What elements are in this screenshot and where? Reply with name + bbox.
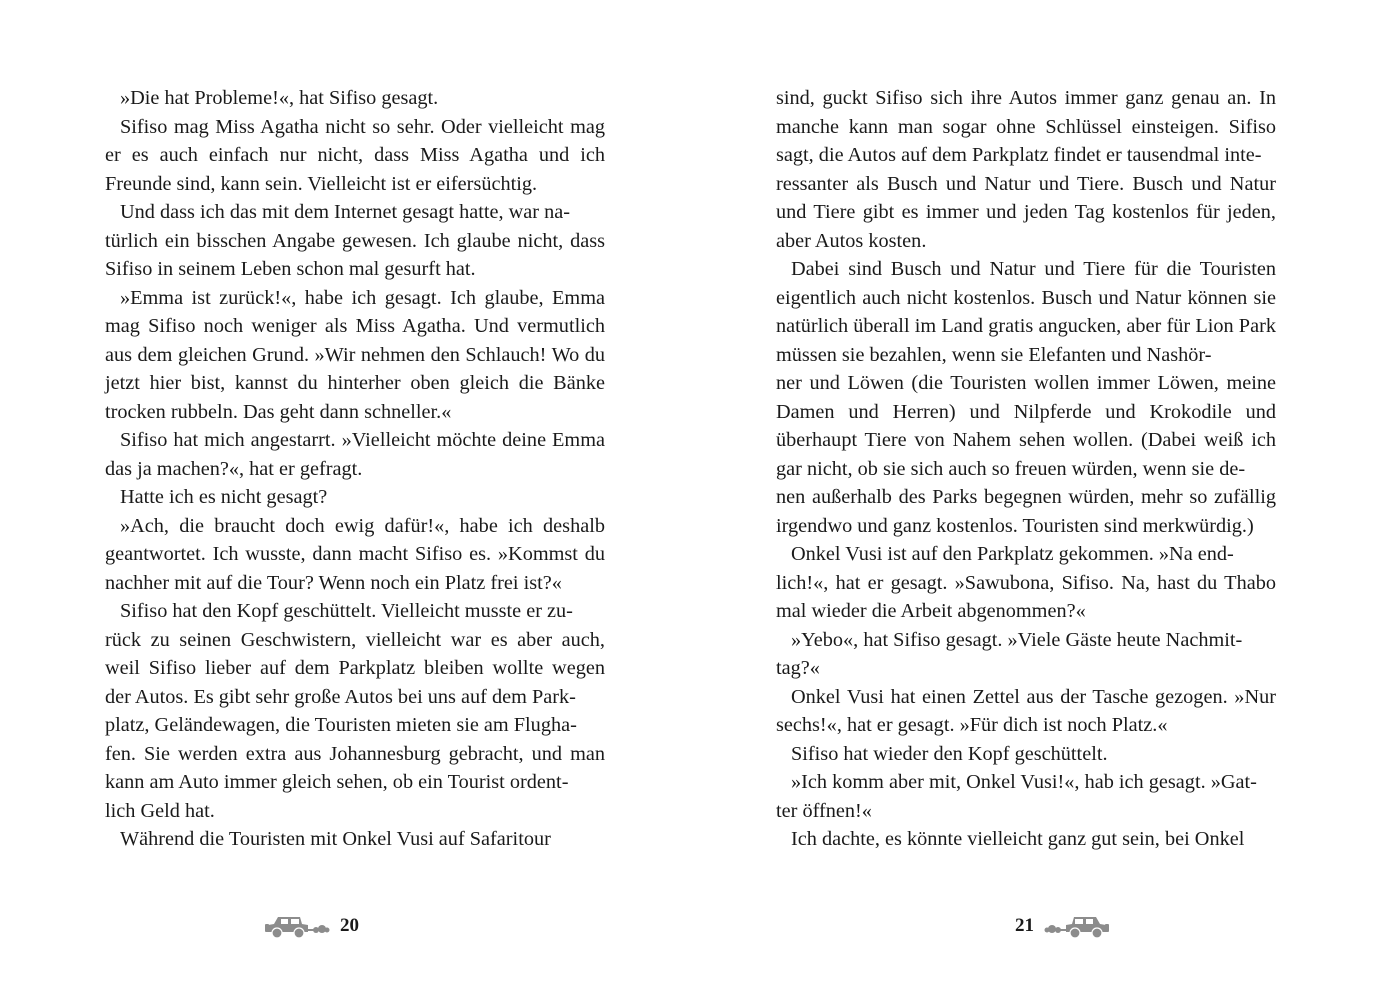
left-page-footer [264, 906, 359, 946]
page-number: 20 [340, 915, 359, 936]
paragraph: »Ach, die braucht doch ewig dafür!«, habe ich deshalb geantwortet. Ich wusste, dann macht Sifiso es. »Kommst du nachher mit auf die Tour? Wenn noch ein Platz frei ist?« [105, 514, 605, 594]
paragraph: Onkel Vusi ist auf den Parkplatz gekommen. »Na end- lich!«, hat er gesagt. »Sawubona, Sifiso. Na, hast du Thabo mal wieder die Arbeit abgenommen?« [776, 543, 1276, 622]
paragraph: Dabei sind Busch und Natur und Tiere für die Touristen eigentlich auch nicht kostenlos. Busch und Natur können sie natürlich überall im Land gratis angucken, aber für Lion Park müssen sie bezahlen, wenn sie Elefanten und Nashör- ner und Löwen (die Touristen wollen immer Löwen, meine Damen und Herren) und Nilpferde und Krokodile und überhaupt Tiere von Nahem sehen wollen. (Dabei weiß ich gar nicht, ob sie sich auch so freuen würden, wenn sie de- nen außerhalb des Parks begegnen würden, mehr so zufällig irgendwo und ganz kostenlos. Touristen sind merkwürdig.) [776, 258, 1276, 537]
right-page [776, 84, 1276, 854]
paragraph: Sifiso hat mich angestarrt. »Vielleicht möchte deine Emma das ja machen?«, hat er gefragt. [105, 429, 605, 480]
paragraph: Sifiso hat den Kopf geschüttelt. Vielleicht musste er zu- rück zu seinen Geschwistern, vielleicht war es aber auch, weil Sifiso lieber auf dem Parkplatz bleiben wollte wegen der Autos. Es gibt sehr große Autos bei uns auf dem Park- platz, Geländewagen, die Touristen mieten sie am Flugha- fen. Sie werden extra aus Johannesburg gebracht, und man kann am Auto immer gleich sehen, ob ein Tourist ordent- lich Geld hat. [105, 600, 605, 822]
jeep-icon [1044, 912, 1110, 940]
paragraph: Hatte ich es nicht gesagt? [120, 486, 328, 508]
paragraph: Ich dachte, es könnte vielleicht ganz gut sein, bei Onkel [791, 828, 1245, 850]
right-page-footer [1015, 906, 1110, 946]
jeep-icon [264, 912, 330, 940]
paragraph: »Yebo«, hat Sifiso gesagt. »Viele Gäste heute Nachmit- tag?« [776, 628, 1243, 679]
left-page [105, 84, 605, 854]
paragraph: »Emma ist zurück!«, habe ich gesagt. Ich glaube, Emma mag Sifiso noch weniger als Miss Agatha. Und vermutlich aus dem gleichen Grund. »Wir nehmen den Schlauch! Wo du jetzt hier bist, kannst du hinterher oben gleich die Bänke trocken rubbeln. Das geht dann schneller.« [105, 286, 605, 423]
paragraph: »Ich komm aber mit, Onkel Vusi!«, hab ich gesagt. »Gat- ter öffnen!« [776, 771, 1257, 822]
paragraph: Onkel Vusi hat einen Zettel aus der Tasche gezogen. »Nur sechs!«, hat er gesagt. »Für dich ist noch Platz.« [776, 685, 1276, 736]
paragraph: Sifiso hat wieder den Kopf geschüttelt. [791, 742, 1108, 765]
paragraph: Und dass ich das mit dem Internet gesagt hatte, war na- türlich ein bisschen Angabe gewesen. Ich glaube nicht, dass Sifiso in seinem Leben schon mal gesurft hat. [105, 201, 605, 280]
paragraph: »Die hat Probleme!«, hat Sifiso gesagt. [120, 87, 439, 109]
paragraph: Während die Touristen mit Onkel Vusi auf Safaritour [120, 828, 551, 850]
page-number: 21 [1015, 915, 1034, 936]
paragraph: Sifiso mag Miss Agatha nicht so sehr. Oder vielleicht mag er es auch einfach nur nicht, dass Miss Agatha und ich Freunde sind, kann sein. Vielleicht ist er eifersüchtig. [105, 115, 605, 195]
paragraph: sind, guckt Sifiso sich ihre Autos immer ganz genau an. In manche kann man sogar ohne Schlüssel einsteigen. Sifiso sagt, die Autos auf dem Parkplatz findet er tausendmal inte- ressanter als Busch und Natur und Tiere. Busch und Natur und Tiere gibt es immer und jeden Tag kostenlos für jeden, aber Autos kosten. [776, 87, 1276, 252]
